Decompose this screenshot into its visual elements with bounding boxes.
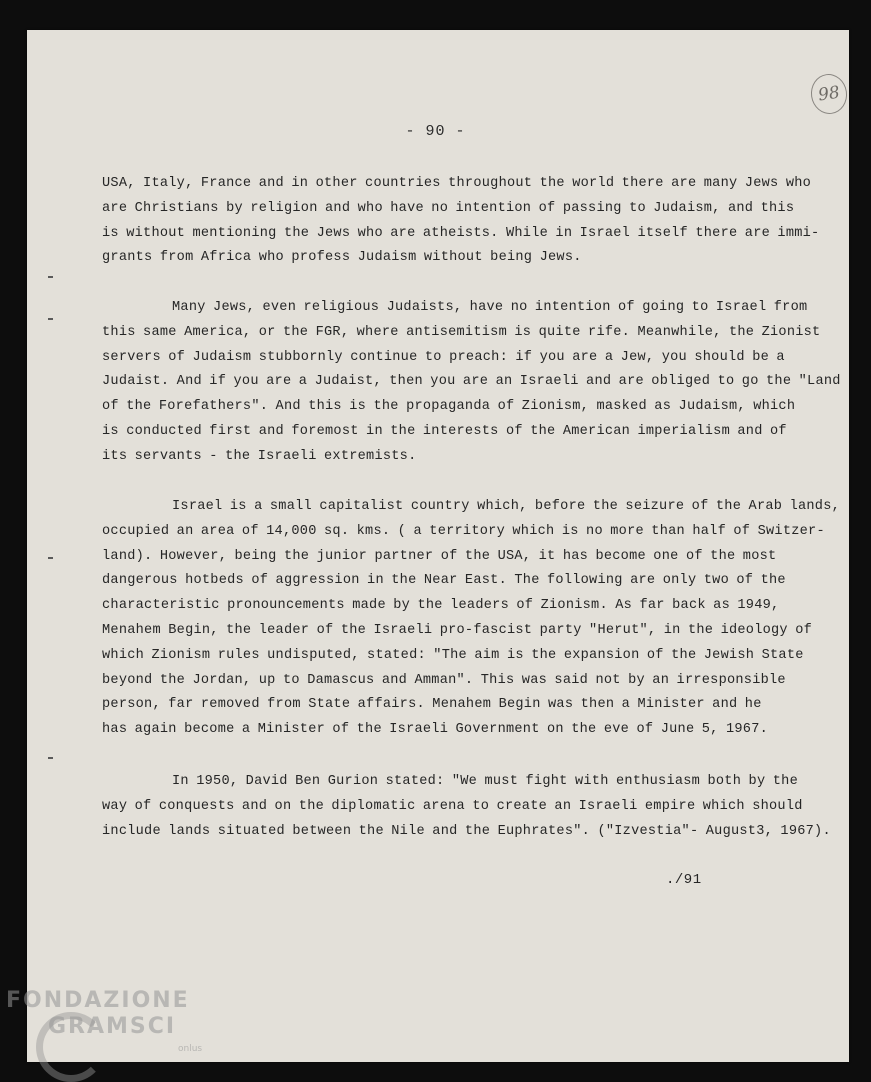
margin-tick bbox=[48, 757, 53, 759]
text-line: Menahem Begin, the leader of the Israeli pro-fascist party "Herut", in the ideology of bbox=[102, 622, 813, 638]
text-line: of the Forefathers". And this is the propaganda of Zionism, masked as Judaism, which bbox=[102, 399, 796, 415]
text-line: is conducted first and foremost in the interests of the American imperialism and of bbox=[102, 423, 787, 439]
archive-watermark bbox=[6, 984, 226, 1076]
text-line: USA, Italy, France and in other countries throughout the world there are many Jews who bbox=[102, 176, 812, 191]
watermark-line-1: FONDAZIONE bbox=[6, 988, 190, 1013]
text-line: which Zionism rules undisputed, stated: "The aim is the expansion of the Jewish State bbox=[102, 647, 804, 663]
paragraph-4 bbox=[102, 770, 831, 844]
text-line: are Christians by religion and who have no intention of passing to Judaism, and this bbox=[102, 200, 795, 216]
text-line: land). However, being the junior partner of the USA, it has become one of the most bbox=[102, 548, 777, 564]
text-line: Judaist. And if you are a Judaist, then you are an Israeli and are obliged to go the "Land bbox=[102, 374, 841, 390]
next-page-reference: ./91 bbox=[666, 872, 702, 888]
text-line: its servants - the Israeli extremists. bbox=[102, 448, 417, 464]
text-line: this same America, or the FGR, where antisemitism is quite rife. Meanwhile, the Zionist bbox=[102, 324, 821, 340]
text-line: In 1950, David Ben Gurion stated: "We must fight with enthusiasm both by the bbox=[172, 774, 798, 789]
text-line: servers of Judaism stubbornly continue to preach: if you are a Jew, you should be a bbox=[102, 349, 785, 365]
margin-tick bbox=[48, 276, 53, 278]
folio-stamp: 98 bbox=[808, 72, 849, 117]
watermark-line-3: onlus bbox=[178, 1044, 203, 1054]
paragraph-2 bbox=[102, 296, 841, 470]
page-number: - 90 - bbox=[405, 123, 466, 140]
text-line: Many Jews, even religious Judaists, have no intention of going to Israel from bbox=[172, 300, 808, 315]
text-line: include lands situated between the Nile and the Euphrates". ("Izvestia"- August3, 1967). bbox=[102, 823, 831, 839]
text-line: way of conquests and on the diplomatic arena to create an Israeli empire which should bbox=[102, 798, 803, 814]
text-line: person, far removed from State affairs. Menahem Begin was then a Minister and he bbox=[102, 697, 762, 713]
text-line: beyond the Jordan, up to Damascus and Amman". This was said not by an irresponsible bbox=[102, 672, 786, 688]
text-line: grants from Africa who profess Judaism without being Jews. bbox=[102, 250, 582, 266]
margin-tick bbox=[48, 318, 53, 320]
margin-tick bbox=[48, 557, 53, 559]
text-line: is without mentioning the Jews who are atheists. While in Israel itself there are immi- bbox=[102, 225, 820, 241]
paragraph-3 bbox=[102, 495, 841, 743]
paragraph-1 bbox=[102, 172, 822, 271]
text-line: has again become a Minister of the Israeli Government on the eve of June 5, 1967. bbox=[102, 722, 769, 738]
text-line: Israel is a small capitalist country which, before the seizure of the Arab lands, bbox=[172, 499, 841, 514]
watermark-line-2: GRAMSCI bbox=[48, 1014, 177, 1039]
text-line: occupied an area of 14,000 sq. kms. ( a territory which is no more than half of Switzer- bbox=[102, 523, 825, 539]
text-line: dangerous hotbeds of aggression in the Near East. The following are only two of the bbox=[102, 573, 786, 589]
text-line: characteristic pronouncements made by the leaders of Zionism. As far back as 1949, bbox=[102, 598, 780, 614]
